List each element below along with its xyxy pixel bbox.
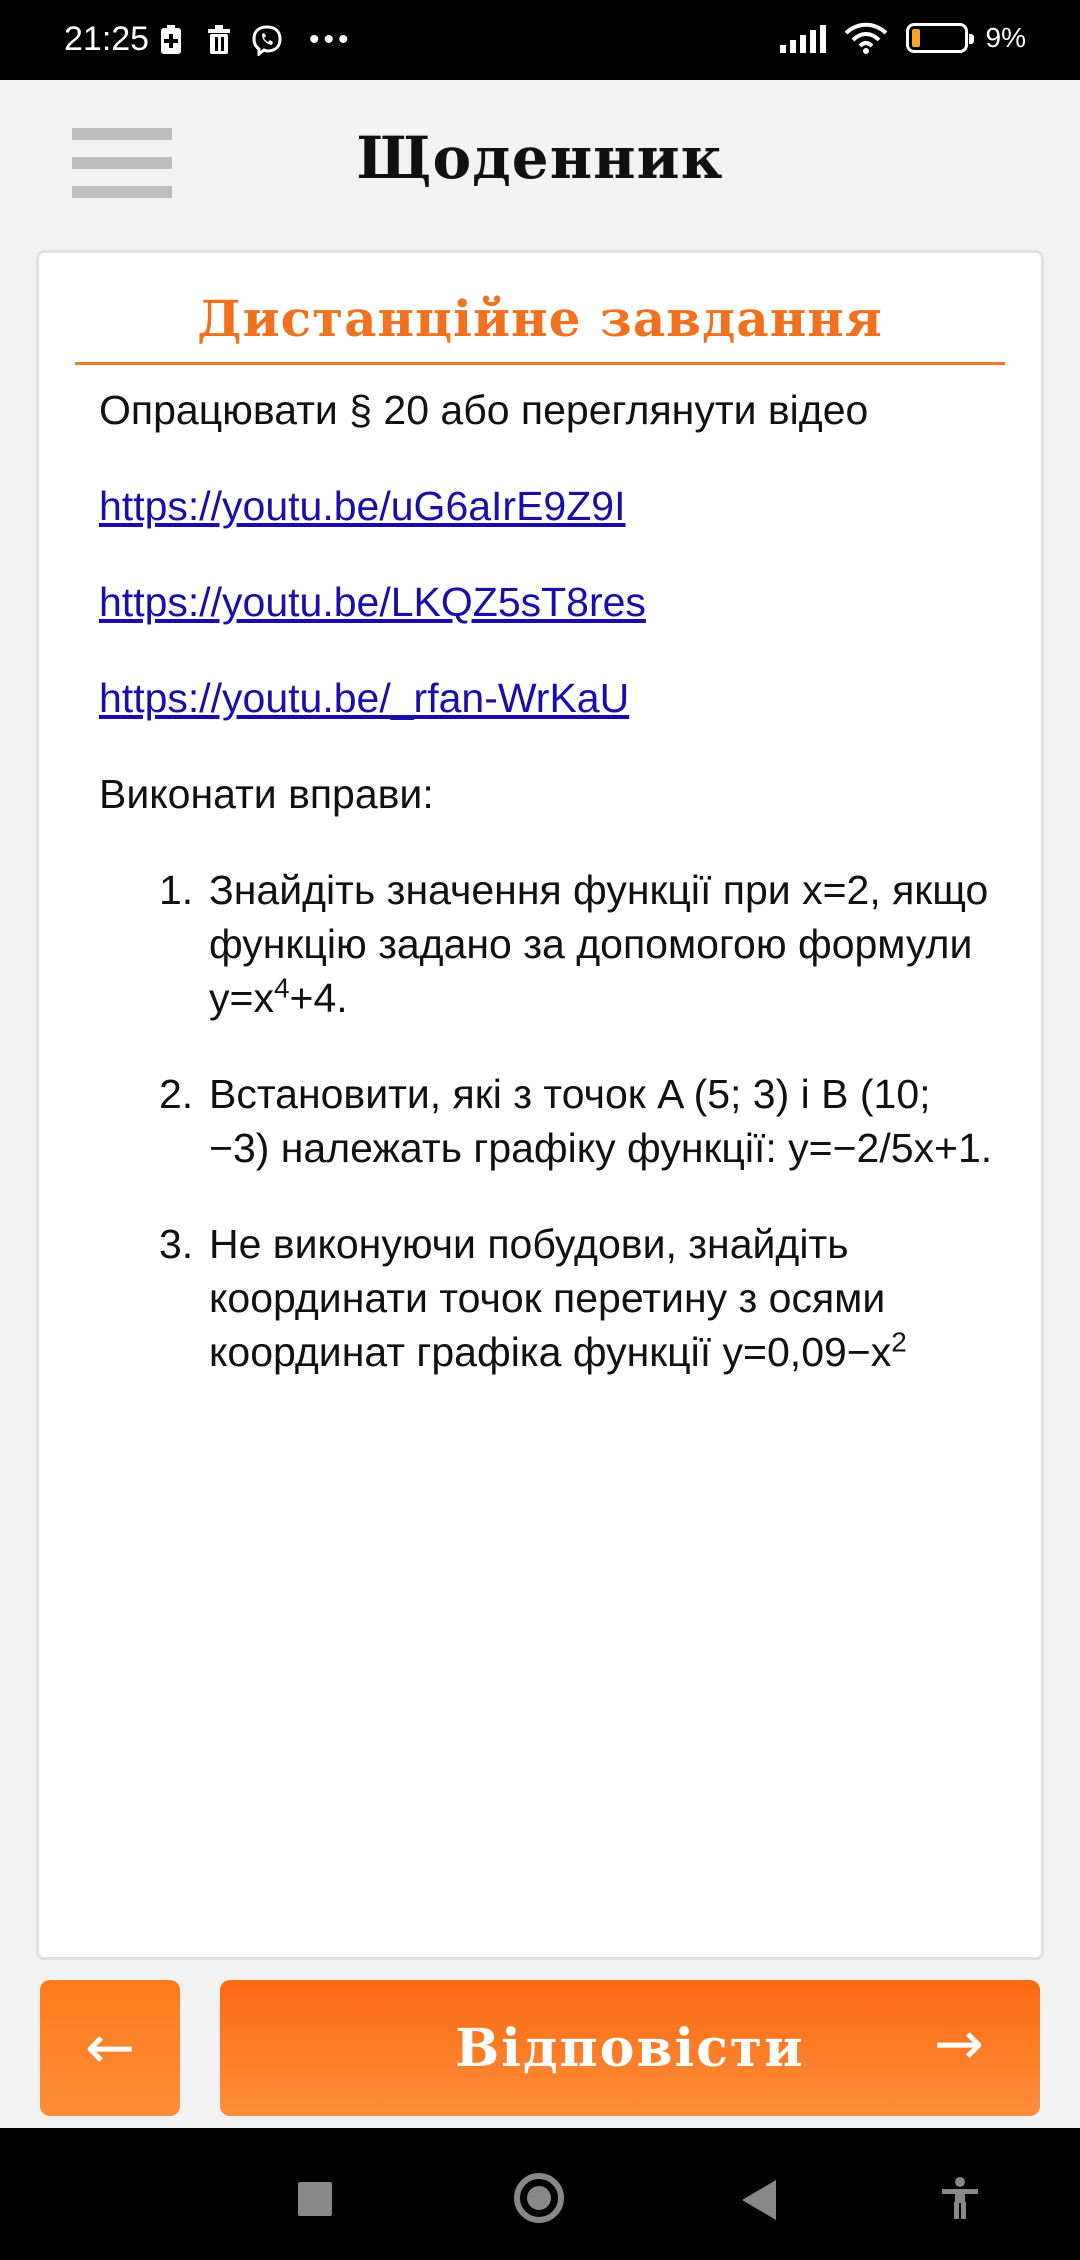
back-nav-icon[interactable] [742, 2180, 776, 2220]
home-icon[interactable] [514, 2173, 564, 2223]
task-number: 3. [159, 1221, 194, 1267]
reply-button[interactable] [220, 1980, 1040, 2116]
task-text: Знайдіть значення функції при x=2, якщо функцію задано за допомогою формули y=x [209, 867, 989, 1021]
recents-icon[interactable] [298, 2182, 332, 2216]
status-bar [0, 0, 1080, 80]
signal-icon [780, 23, 826, 53]
battery-icon [906, 23, 968, 53]
notification-icons [155, 24, 353, 56]
status-time: 21:25 [64, 20, 150, 58]
video-link-2[interactable]: https://youtu.be/LKQZ5sT8res [99, 579, 646, 625]
video-link-1[interactable]: https://youtu.be/uG6aIrE9Z9I [99, 483, 626, 529]
assignment-card [36, 250, 1044, 1960]
arrow-left-icon: ← [84, 2013, 136, 2083]
task-list [159, 863, 1001, 1379]
wifi-icon [844, 22, 888, 54]
viber-icon [251, 24, 283, 56]
task-text: Не виконуючи побудови, знайдіть координати точок перетину з осями координат графіка функції y=0,09−x [209, 1221, 892, 1375]
task-item-2 [159, 1067, 1001, 1175]
card-body [99, 383, 1001, 1421]
task-item-3 [159, 1217, 1001, 1379]
trash-icon [203, 24, 235, 56]
back-button[interactable] [40, 1980, 180, 2116]
task-superscript: 4 [273, 972, 290, 1004]
task-number: 2. [159, 1071, 194, 1117]
task-superscript: 2 [891, 1326, 907, 1358]
battery-level: 9% [985, 22, 1026, 53]
intro-text: Опрацювати § 20 або переглянути відео [99, 387, 869, 433]
page-title: Щоденник [356, 124, 724, 192]
more-notifications: ••• [309, 23, 353, 56]
card-title: Дистанційне завдання [75, 289, 1005, 365]
accessibility-icon[interactable] [940, 2176, 980, 2220]
task-text: Встановити, які з точок A (5; 3) і B (10; −3) належать графіку функції: y=−2/5x+1. [209, 1071, 993, 1171]
task-number: 1. [159, 867, 194, 913]
battery-saver-icon [155, 24, 187, 56]
task-text-after: +4. [289, 975, 348, 1021]
video-link-3[interactable]: https://youtu.be/_rfan-WrKaU [99, 675, 630, 721]
arrow-right-icon: → [933, 2009, 984, 2079]
task-item-1 [159, 863, 1001, 1025]
system-nav-bar [0, 2128, 1080, 2260]
exercises-label: Виконати вправи: [99, 771, 434, 817]
status-right [780, 22, 1026, 54]
app-header [0, 80, 1080, 240]
reply-label: Відповісти [455, 2017, 805, 2079]
